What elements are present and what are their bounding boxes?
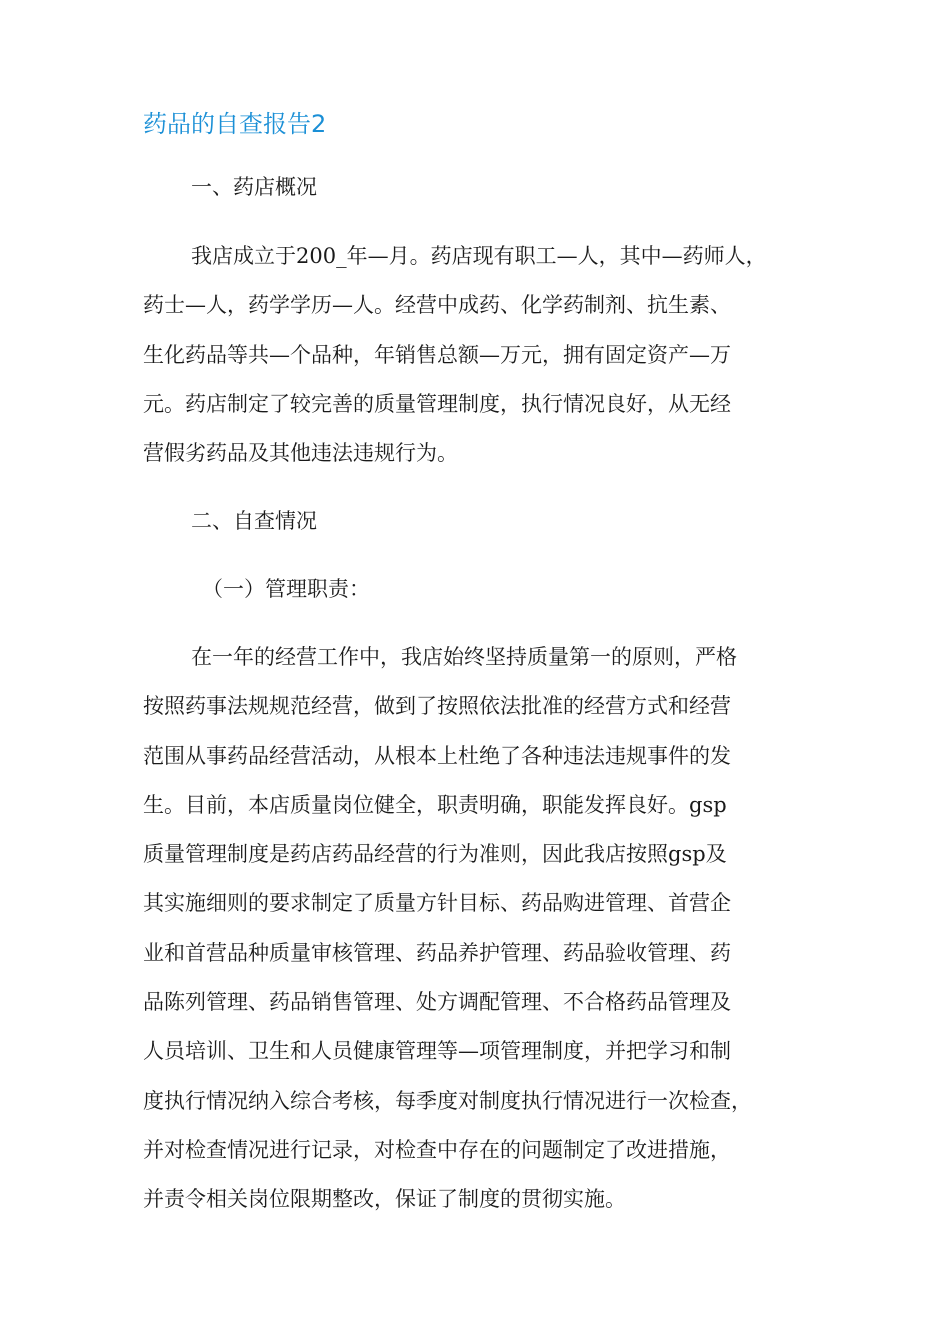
paragraph-line: 我店成立于200_年—月。药店现有职工—人，其中—药师人， bbox=[191, 244, 767, 268]
paragraph-line: 其实施细则的要求制定了质量方针目标、药品购进管理、首营企 bbox=[143, 891, 731, 916]
overview-paragraph bbox=[143, 232, 833, 478]
section-heading-self-check: 二、自查情况 bbox=[191, 509, 317, 533]
paragraph-line: 按照药事法规规范经营，做到了按照依法批准的经营方式和经营 bbox=[143, 694, 731, 719]
paragraph-line: 并责令相关岗位限期整改，保证了制度的贯彻实施。 bbox=[143, 1187, 626, 1212]
section-heading-overview: 一、药店概况 bbox=[191, 175, 317, 199]
paragraph-line: 在一年的经营工作中，我店始终坚持质量第一的原则，严格 bbox=[191, 645, 737, 669]
paragraph-line: 药士—人，药学学历—人。经营中成药、化学药制剂、抗生素、 bbox=[143, 293, 731, 318]
paragraph-line: 元。药店制定了较完善的质量管理制度，执行情况良好，从无经 bbox=[143, 391, 731, 416]
paragraph-line: 生化药品等共—个品种，年销售总额—万元，拥有固定资产—万 bbox=[143, 342, 731, 367]
paragraph-line: 业和首营品种质量审核管理、药品养护管理、药品验收管理、药 bbox=[143, 940, 731, 965]
paragraph-line: 质量管理制度是药店药品经营的行为准则，因此我店按照gsp及 bbox=[143, 842, 727, 867]
paragraph-line: 度执行情况纳入综合考核，每季度对制度执行情况进行一次检查， bbox=[143, 1088, 752, 1113]
paragraph-line: 营假劣药品及其他违法违规行为。 bbox=[143, 441, 458, 466]
paragraph-line: 并对检查情况进行记录，对检查中存在的问题制定了改进措施， bbox=[143, 1137, 731, 1162]
paragraph-line: 范围从事药品经营活动，从根本上杜绝了各种违法违规事件的发 bbox=[143, 743, 731, 768]
management-paragraph bbox=[143, 633, 833, 1225]
paragraph-line: 品陈列管理、药品销售管理、处方调配管理、不合格药品管理及 bbox=[143, 990, 731, 1015]
paragraph-line: 生。目前，本店质量岗位健全，职责明确，职能发挥良好。gsp bbox=[143, 792, 727, 817]
paragraph-line: 人员培训、卫生和人员健康管理等—项管理制度，并把学习和制 bbox=[143, 1039, 731, 1064]
subsection-heading-management: （一）管理职责： bbox=[202, 577, 370, 601]
document-title: 药品的自查报告2 bbox=[143, 110, 327, 138]
